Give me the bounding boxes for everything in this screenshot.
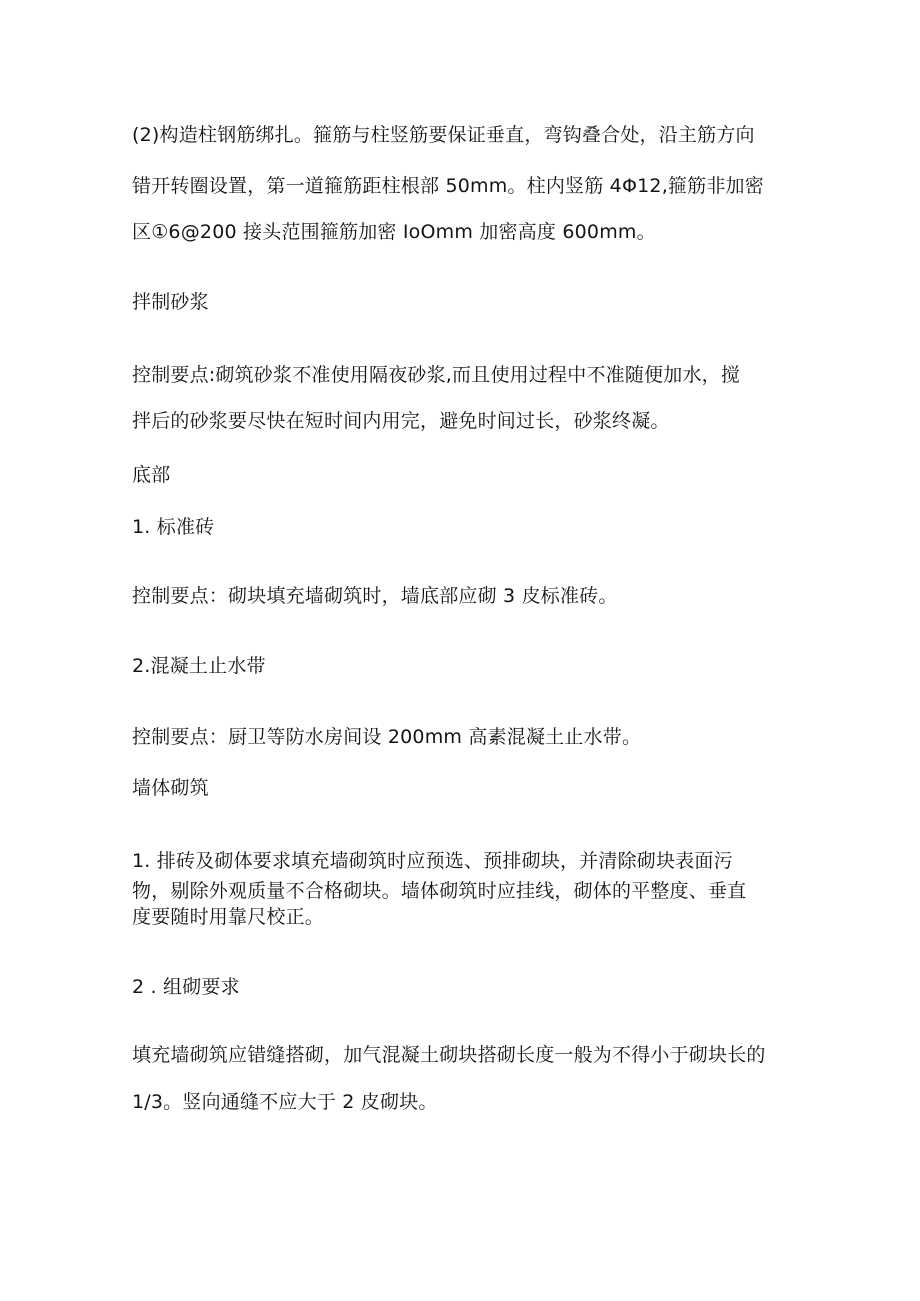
paragraph-line: 控制要点：砌块填充墙砌筑时，墙底部应砌 3 皮标准砖。 [132, 585, 618, 607]
paragraph-line: 填充墙砌筑应错缝搭砌，加气混凝土砌块搭砌长度一般为不得小于砌块长的 [132, 1044, 766, 1066]
section-heading: 墙体砌筑 [132, 777, 209, 799]
paragraph-line: 控制要点:砌筑砂浆不准使用隔夜砂浆,而且使用过程中不准随便加水，搅 [132, 364, 741, 386]
paragraph-line: 错开转圈设置，第一道箍筋距柱根部 50mm。柱内竖筋 4Φ12,箍筋非加密 [132, 175, 764, 197]
paragraph-line: 拌后的砂浆要尽快在短时间内用完，避免时间过长，砂浆终凝。 [132, 410, 670, 432]
paragraph-line: 区①6@200 接头范围箍筋加密 IoOmm 加密高度 600mm。 [132, 221, 656, 243]
paragraph-line: 1. 排砖及砌体要求填充墙砌筑时应预选、预排砌块，并清除砌块表面污 [132, 850, 733, 872]
paragraph-line: 1/3。竖向通缝不应大于 2 皮砌块。 [132, 1091, 438, 1113]
paragraph-line: 物，剔除外观质量不合格砌块。墙体砌筑时应挂线，砌体的平整度、垂直 [132, 880, 747, 902]
paragraph-line: (2)构造柱钢筋绑扎。箍筋与柱竖筋要保证垂直，弯钩叠合处，沿主筋方向 [132, 124, 755, 146]
section-heading: 拌制砂浆 [132, 291, 209, 313]
paragraph-line: 控制要点：厨卫等防水房间设 200mm 高素混凝土止水带。 [132, 726, 642, 748]
list-item-heading: 2 . 组砌要求 [132, 976, 240, 998]
paragraph-line: 度要随时用靠尺校正。 [132, 906, 325, 928]
list-item-heading: 1. 标准砖 [132, 516, 215, 538]
section-heading: 底部 [132, 464, 171, 486]
list-item-heading: 2.混凝土止水带 [132, 655, 266, 677]
